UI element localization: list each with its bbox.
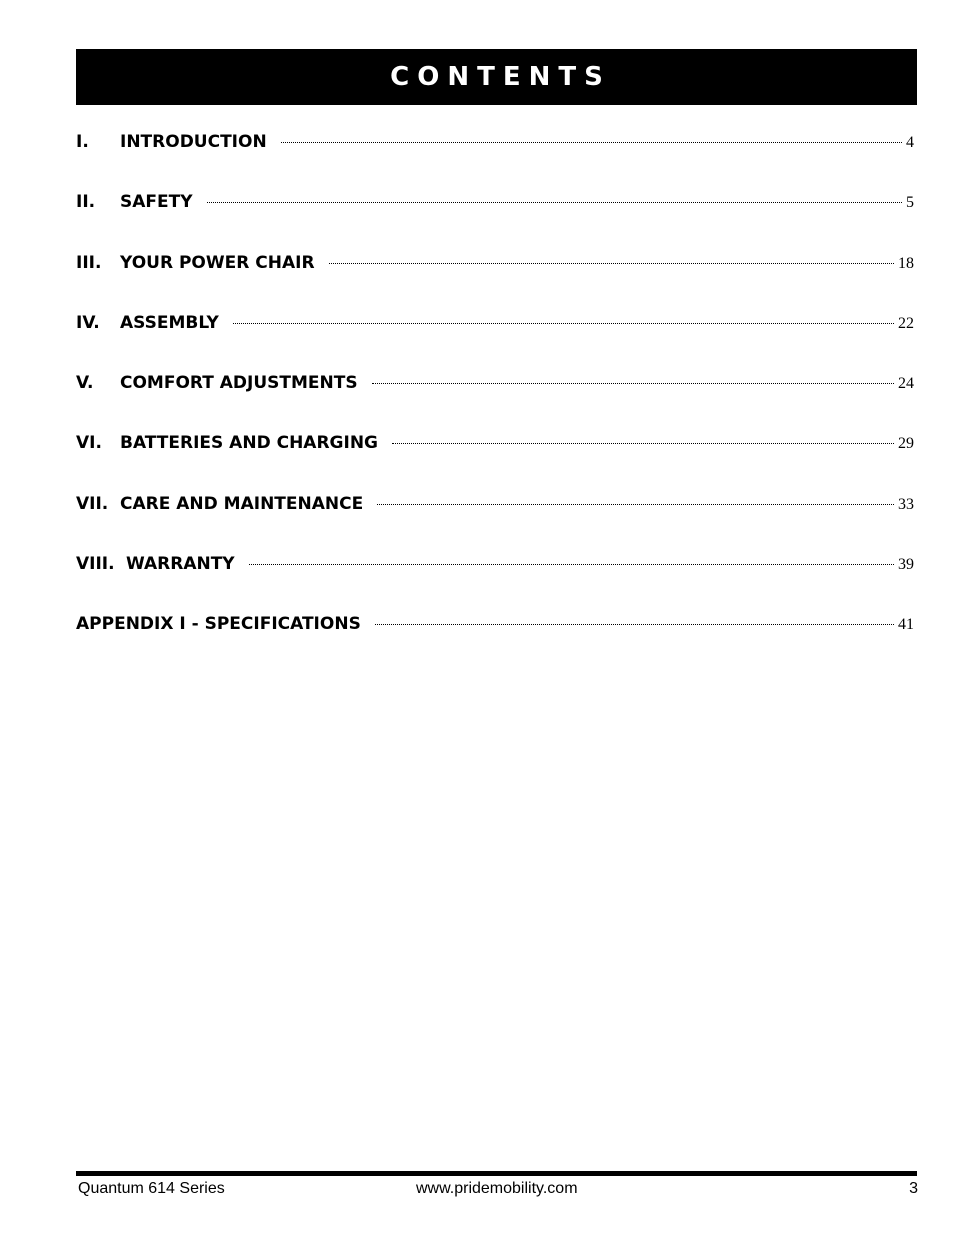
toc-page-number: 22 — [898, 314, 914, 332]
toc-label: BATTERIES AND CHARGING — [120, 433, 379, 454]
toc-dot-leader — [249, 564, 894, 565]
toc-label: SAFETY — [120, 192, 193, 213]
toc-dot-leader — [281, 142, 902, 143]
toc-page-number: 39 — [898, 556, 914, 574]
toc-page-number: 24 — [898, 375, 914, 393]
toc-dot-leader — [392, 443, 894, 444]
toc-dot-leader — [207, 202, 902, 203]
toc-page-number: 4 — [906, 134, 914, 151]
table-of-contents — [76, 128, 914, 671]
toc-page-number: 18 — [898, 254, 914, 272]
toc-label: ASSEMBLY — [120, 312, 219, 333]
toc-entry-batteries-and-charging[interactable] — [76, 429, 914, 489]
toc-label: WARRANTY — [126, 554, 235, 575]
toc-label: INTRODUCTION — [120, 132, 267, 152]
toc-entry-your-power-chair[interactable] — [76, 249, 914, 309]
toc-dot-leader — [377, 504, 894, 505]
contents-title-bar — [76, 49, 917, 105]
toc-dot-leader — [372, 383, 894, 384]
toc-label: YOUR POWER CHAIR — [120, 252, 315, 273]
toc-page-number: 5 — [906, 194, 914, 212]
toc-label: CARE AND MAINTENANCE — [120, 493, 364, 514]
toc-entry-comfort-adjustments[interactable] — [76, 369, 914, 429]
toc-numeral: VIII. — [76, 554, 115, 575]
toc-entry-warranty[interactable] — [76, 550, 914, 610]
page-title: CONTENTS — [390, 62, 611, 92]
toc-page-number: 41 — [898, 616, 914, 634]
toc-page-number: 29 — [898, 435, 914, 453]
footer-website-link[interactable]: www.pridemobility.com — [416, 1180, 578, 1197]
toc-numeral: VI. — [76, 433, 102, 454]
footer-divider — [76, 1171, 917, 1176]
toc-label: APPENDIX I - SPECIFICATIONS — [76, 614, 361, 635]
toc-numeral: II. — [76, 192, 96, 213]
toc-numeral: IV. — [76, 312, 100, 333]
footer-page-number: 3 — [909, 1180, 918, 1197]
toc-entry-appendix-specifications[interactable] — [76, 610, 914, 670]
toc-entry-assembly[interactable] — [76, 309, 914, 369]
toc-numeral: VII. — [76, 493, 109, 514]
toc-entry-introduction[interactable] — [76, 128, 914, 188]
toc-label: COMFORT ADJUSTMENTS — [120, 373, 358, 394]
toc-page-number: 33 — [898, 495, 914, 513]
toc-numeral: V. — [76, 373, 94, 394]
toc-entry-safety[interactable] — [76, 188, 914, 248]
toc-dot-leader — [233, 323, 894, 324]
footer-product-name: Quantum 614 Series — [78, 1180, 225, 1197]
toc-numeral: III. — [76, 252, 102, 273]
toc-entry-care-and-maintenance[interactable] — [76, 490, 914, 550]
toc-dot-leader — [329, 263, 894, 264]
toc-dot-leader — [375, 624, 894, 625]
toc-numeral: I. — [76, 132, 89, 152]
page-footer — [78, 1180, 918, 1200]
